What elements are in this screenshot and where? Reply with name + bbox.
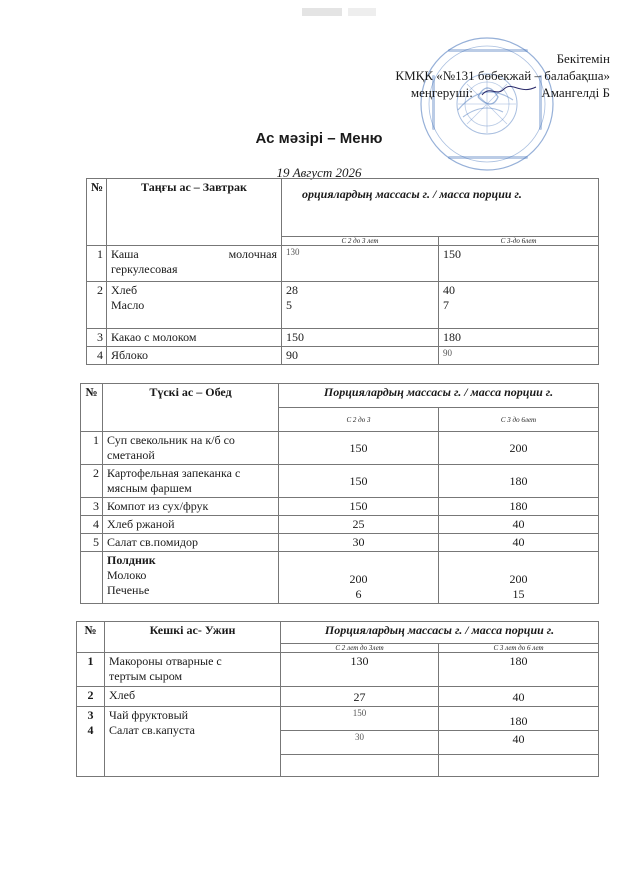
portion-large: 90 xyxy=(439,347,599,365)
portion-value: 15 xyxy=(512,587,525,601)
dish-name: Какао с молоком xyxy=(107,329,282,347)
lunch-num-header: № xyxy=(81,384,103,432)
dish-name-part: сметаной xyxy=(107,448,155,462)
portion-large: 180 xyxy=(439,707,599,731)
table-row xyxy=(87,246,599,282)
portion-small: 27 xyxy=(281,687,439,707)
menu-date: 19 Август 2026 xyxy=(276,165,362,180)
dish-name-part: молочная xyxy=(228,247,277,261)
approval-organization: КМҚК «№131 бөбекжай – балабақша» xyxy=(395,68,610,83)
row-number: 1 xyxy=(81,432,103,465)
portion-value: 6 xyxy=(355,587,362,601)
dinner-num-header: № xyxy=(77,622,105,653)
portion-large xyxy=(439,282,599,329)
breakfast-table xyxy=(86,178,599,365)
portion-large: 180 xyxy=(439,653,599,687)
dish-name-part: Картофельная запеканка с xyxy=(107,466,241,480)
row-number: 1 xyxy=(87,246,107,282)
portion-small: 90 xyxy=(282,347,439,365)
row-number: 2 xyxy=(77,687,105,707)
portion-value: 40 xyxy=(443,283,455,297)
portion-value: 7 xyxy=(443,298,449,312)
table-row xyxy=(81,534,599,552)
signature xyxy=(480,85,538,97)
portion-large-empty xyxy=(439,755,599,777)
row-number: 4 xyxy=(87,347,107,365)
dish-name: Яблоко xyxy=(107,347,282,365)
lunch-table xyxy=(80,383,599,604)
portion-large: 180 xyxy=(439,498,599,516)
approval-block xyxy=(395,50,610,101)
page-title: Ас мәзірі – Меню xyxy=(255,130,383,147)
row-number: 3 xyxy=(81,498,103,516)
row-number: 2 xyxy=(87,282,107,329)
dish-name: Компот из сух/фрук xyxy=(103,498,279,516)
dish-name: Салат св.помидор xyxy=(103,534,279,552)
breakfast-header-row xyxy=(87,179,599,237)
breakfast-age1: С 2 до 3 лет xyxy=(282,237,439,246)
lunch-header-row xyxy=(81,384,599,408)
snack-row xyxy=(81,552,599,604)
dinner-age1: С 2 лет до 3лет xyxy=(281,644,439,653)
portion-small: 130 xyxy=(281,653,439,687)
table-row xyxy=(81,498,599,516)
dinner-table xyxy=(76,621,599,777)
portion-large: 200 xyxy=(439,432,599,465)
breakfast-age2: С 3-до 6лет xyxy=(439,237,599,246)
table-row xyxy=(77,653,599,687)
portion-small xyxy=(279,552,439,604)
dish-name xyxy=(103,465,279,498)
snack-item: Молоко xyxy=(107,568,147,582)
table-row xyxy=(77,687,599,707)
table-row xyxy=(81,516,599,534)
portion-small: 150 xyxy=(281,707,439,731)
dinner-meal-header: Кешкі ас- Ужин xyxy=(105,622,281,653)
table-row xyxy=(77,707,599,731)
dish-name-part: мясным фаршем xyxy=(107,481,192,495)
snack-item: Печенье xyxy=(107,583,150,597)
faded-header-mark xyxy=(300,5,380,19)
breakfast-num-header: № xyxy=(87,179,107,246)
portion-large: 40 xyxy=(439,731,599,755)
signature-space xyxy=(476,84,538,101)
portion-large: 180 xyxy=(439,329,599,347)
dinner-header-row xyxy=(77,622,599,644)
dish-name-part: геркулесовая xyxy=(111,262,178,276)
portion-small xyxy=(282,282,439,329)
table-row xyxy=(81,432,599,465)
table-row xyxy=(87,282,599,329)
lunch-age1: С 2 до 3 xyxy=(279,408,439,432)
portion-small: 150 xyxy=(279,432,439,465)
row-number xyxy=(77,707,105,777)
portion-small: 130 xyxy=(282,246,439,282)
row-number: 5 xyxy=(81,534,103,552)
table-row xyxy=(87,329,599,347)
dish-name-part: Чай фруктовый xyxy=(109,708,189,722)
lunch-portion-header: Порциялардың массасы г. / масса порции г. xyxy=(279,384,599,408)
approval-heading: Бекітемін xyxy=(556,51,610,66)
portion-small-empty xyxy=(281,755,439,777)
portion-large: 40 xyxy=(439,534,599,552)
row-number: 2 xyxy=(81,465,103,498)
approval-head-line xyxy=(395,84,610,101)
portion-value: 28 xyxy=(286,283,298,297)
row-number-part: 3 xyxy=(87,708,94,722)
dinner-portion-header: Порциялардың массасы г. / масса порции г. xyxy=(281,622,599,644)
dish-name-part: тертым сыром xyxy=(109,669,183,683)
table-row xyxy=(87,347,599,365)
dish-name xyxy=(107,246,282,282)
dinner-age2: С 3 лет до 6 лет xyxy=(439,644,599,653)
row-number-empty xyxy=(81,552,103,604)
portion-small: 30 xyxy=(281,731,439,755)
dish-name: Хлеб ржаной xyxy=(103,516,279,534)
portion-large xyxy=(439,552,599,604)
table-row xyxy=(81,465,599,498)
approval-head-label: меңгеруші: xyxy=(410,85,473,100)
portion-small: 150 xyxy=(282,329,439,347)
breakfast-meal-header: Таңғы ас – Завтрак xyxy=(107,179,282,246)
lunch-age2: С 3 до 6лет xyxy=(439,408,599,432)
portion-small: 150 xyxy=(279,465,439,498)
row-number-part: 4 xyxy=(87,723,94,737)
dish-name-part: Масло xyxy=(111,298,145,312)
dish-name xyxy=(105,707,281,777)
row-number: 1 xyxy=(77,653,105,687)
snack-block xyxy=(103,552,279,604)
dish-name-part: Салат св.капуста xyxy=(109,723,195,737)
breakfast-portion-header: орциялардың массасы г. / масса порции г. xyxy=(282,179,599,237)
portion-large: 40 xyxy=(439,516,599,534)
dish-name-part: Каша xyxy=(111,247,139,261)
dish-name: Хлеб xyxy=(105,687,281,707)
dish-name xyxy=(107,282,282,329)
lunch-meal-header: Түскі ас – Обед xyxy=(103,384,279,432)
portion-large: 180 xyxy=(439,465,599,498)
snack-title: Полдник xyxy=(107,553,156,567)
portion-large: 150 xyxy=(439,246,599,282)
portion-small: 150 xyxy=(279,498,439,516)
portion-value: 200 xyxy=(509,572,528,586)
portion-small: 25 xyxy=(279,516,439,534)
dish-name-part: Суп свекольник на к/б со xyxy=(107,433,235,447)
approval-head-name: Амангелді Б xyxy=(541,85,610,100)
dish-name-part: Хлеб xyxy=(111,283,138,297)
dish-name-part: Макороны отварные с xyxy=(109,654,222,668)
row-number: 3 xyxy=(87,329,107,347)
dish-name xyxy=(105,653,281,687)
portion-small: 30 xyxy=(279,534,439,552)
portion-value: 5 xyxy=(286,298,292,312)
row-number: 4 xyxy=(81,516,103,534)
portion-value: 200 xyxy=(349,572,368,586)
dish-name xyxy=(103,432,279,465)
portion-large: 40 xyxy=(439,687,599,707)
